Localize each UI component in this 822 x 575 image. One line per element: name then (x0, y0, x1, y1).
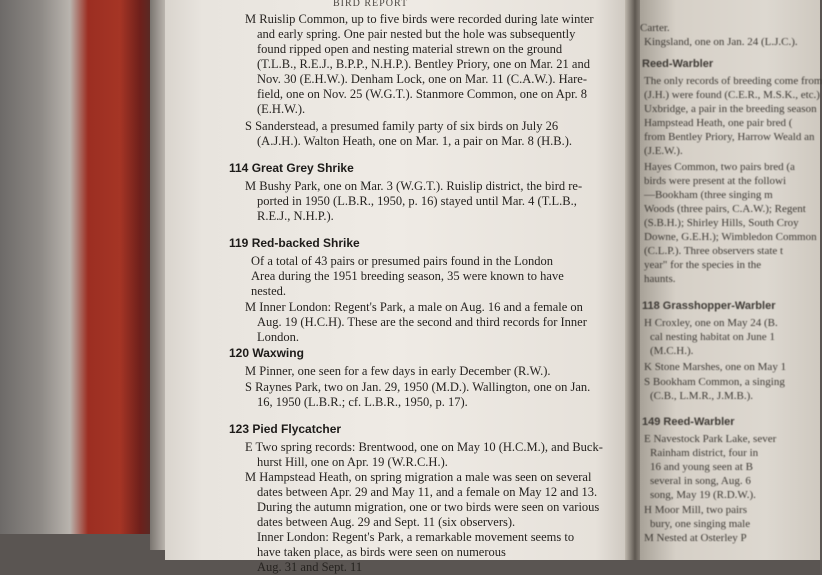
text-line: Nov. 30 (E.H.W.). Denham Lock, one on Mar. 11 (C.A.W.). Hare- (257, 72, 588, 86)
text-line: have taken place, as birds were seen on numerous (257, 545, 506, 559)
text-line: 16, 1950 (L.B.R.; cf. L.B.R., 1950, p. 17). (257, 395, 468, 409)
text-line: Carter. (640, 22, 670, 34)
text-line: (E.H.W.). (257, 102, 306, 116)
text-line: H Croxley, one on May 24 (B. (644, 317, 778, 329)
text-line: field, one on Nov. 25 (W.G.T.). Stanmore Common, one on Apr. 8 (257, 87, 588, 101)
text-line: from Bentley Priory, Harrow Weald an (644, 131, 815, 143)
text-line: Downe, G.E.H.); Wimbledon Common (644, 231, 817, 243)
text-line: cal nesting habitat on June 1 (650, 331, 775, 343)
text-line: found ripped open and nesting material strewn on the ground (257, 42, 563, 56)
text-line: Inner London: Regent's Park, a remarkable movement seems to (257, 530, 575, 544)
text-line: hurst Hill, one on Apr. 19 (W.R.C.H.). (257, 455, 448, 469)
text-line: bury, one singing male (650, 518, 751, 530)
text-line: and early spring. One pair nested but the hole was subsequently (257, 27, 576, 41)
text-line: (C.L.P.). Three observers state t (644, 245, 784, 257)
text-line: Hampstead Heath, one pair bred ( (644, 117, 793, 129)
species-heading: Reed-Warbler (642, 58, 714, 70)
text-line: (J.H.) were found (C.E.R., M.S.K., etc.) (644, 89, 820, 101)
running-head: BIRD REPORT (333, 0, 409, 9)
species-heading: 120 Waxwing (229, 346, 304, 360)
species-heading: 119 Red-backed Shrike (229, 236, 360, 250)
text-line: M Inner London: Regent's Park, a male on Aug. 16 and a female on (245, 300, 583, 314)
text-line: Aug. 31 and Sept. 11 (257, 560, 363, 574)
text-line: Rainham district, four in (650, 447, 759, 459)
text-line: K Stone Marshes, one on May 1 (644, 361, 787, 373)
text-line: nested. (251, 284, 287, 298)
text-line: M Nested at Osterley P (644, 532, 747, 544)
species-heading: 149 Reed-Warbler (642, 416, 735, 428)
text-line: Area during the 1951 breeding season, 35 were known to have (251, 269, 564, 283)
species-heading: 123 Pied Flycatcher (229, 422, 342, 436)
text-line: (A.J.H.). Walton Heath, one on Mar. 1, a pair on Mar. 8 (H.B.). (257, 134, 573, 148)
text-line: M Hampstead Heath, on spring migration a male was seen on several (245, 470, 592, 484)
text-line: London. (257, 330, 300, 344)
text-line: dates between Apr. 29 and May 11, and a female on May 12 and 13. (257, 485, 598, 499)
text-line: song, May 19 (R.D.W.). (650, 489, 756, 501)
text-line: Of a total of 43 pairs or presumed pairs found in the London (251, 254, 554, 268)
text-line: (S.B.H.); Shirley Hills, South Croy (644, 217, 799, 229)
text-line: Woods (three pairs, C.A.W.); Regent (644, 203, 806, 215)
text-line: (J.E.W.). (644, 145, 683, 157)
text-line: haunts. (644, 273, 676, 285)
text-line: M Bushy Park, one on Mar. 3 (W.G.T.). Ruislip district, the bird re- (245, 179, 583, 193)
book-page-left (165, 0, 633, 574)
text-line: ported in 1950 (L.B.R., 1950, p. 16) stayed until Mar. 4 (T.L.B., (257, 194, 577, 208)
book-page-right (640, 0, 820, 560)
species-heading: 114 Great Grey Shrike (229, 161, 354, 175)
text-line: Hayes Common, two pairs bred (a (644, 161, 795, 173)
text-line: H Moor Mill, two pairs (644, 504, 747, 516)
text-line: birds were present at the followi (644, 175, 787, 187)
text-line: (C.B., L.M.R., J.M.B.). (650, 390, 753, 402)
text-line: S Sanderstead, a presumed family party of six birds on July 26 (245, 119, 559, 133)
text-line: Uxbridge, a pair in the breeding season (644, 103, 817, 115)
text-line: 16 and young seen at B (650, 461, 753, 473)
text-line: During the autumn migration, one or two birds were seen on various (257, 500, 600, 514)
text-line: several in song, Aug. 6 (650, 475, 751, 487)
text-line: year" for the species in the (644, 259, 762, 271)
text-line: (M.C.H.). (650, 345, 694, 357)
text-line: —Bookham (three singing m (644, 189, 773, 201)
text-line: S Bookham Common, a singing (644, 376, 785, 388)
species-heading: 118 Grasshopper-Warbler (642, 300, 776, 312)
text-line: The only records of breeding come from (644, 75, 822, 87)
text-line: E Two spring records: Brentwood, one on May 10 (H.C.M.), and Buck- (245, 440, 603, 454)
text-line: M Pinner, one seen for a few days in early December (R.W.). (245, 364, 551, 378)
text-line: Kingsland, one on Jan. 24 (L.J.C.). (644, 36, 798, 48)
text-line: dates between Aug. 29 and Sept. 11 (six observers). (257, 515, 516, 529)
text-line: M Ruislip Common, up to five birds were recorded during late winter (245, 12, 594, 26)
text-line: (T.L.B., R.E.J., B.P.P., N.H.P.). Bentley Priory, one on Mar. 21 and (257, 57, 590, 71)
text-line: R.E.J., N.H.P.). (257, 209, 334, 223)
text-line: E Navestock Park Lake, sever (644, 433, 777, 445)
text-line: S Raynes Park, two on Jan. 29, 1950 (M.D.). Wallington, one on Jan. (245, 380, 591, 394)
text-line: Aug. 19 (H.C.H). These are the second and third records for Inner (257, 315, 587, 329)
